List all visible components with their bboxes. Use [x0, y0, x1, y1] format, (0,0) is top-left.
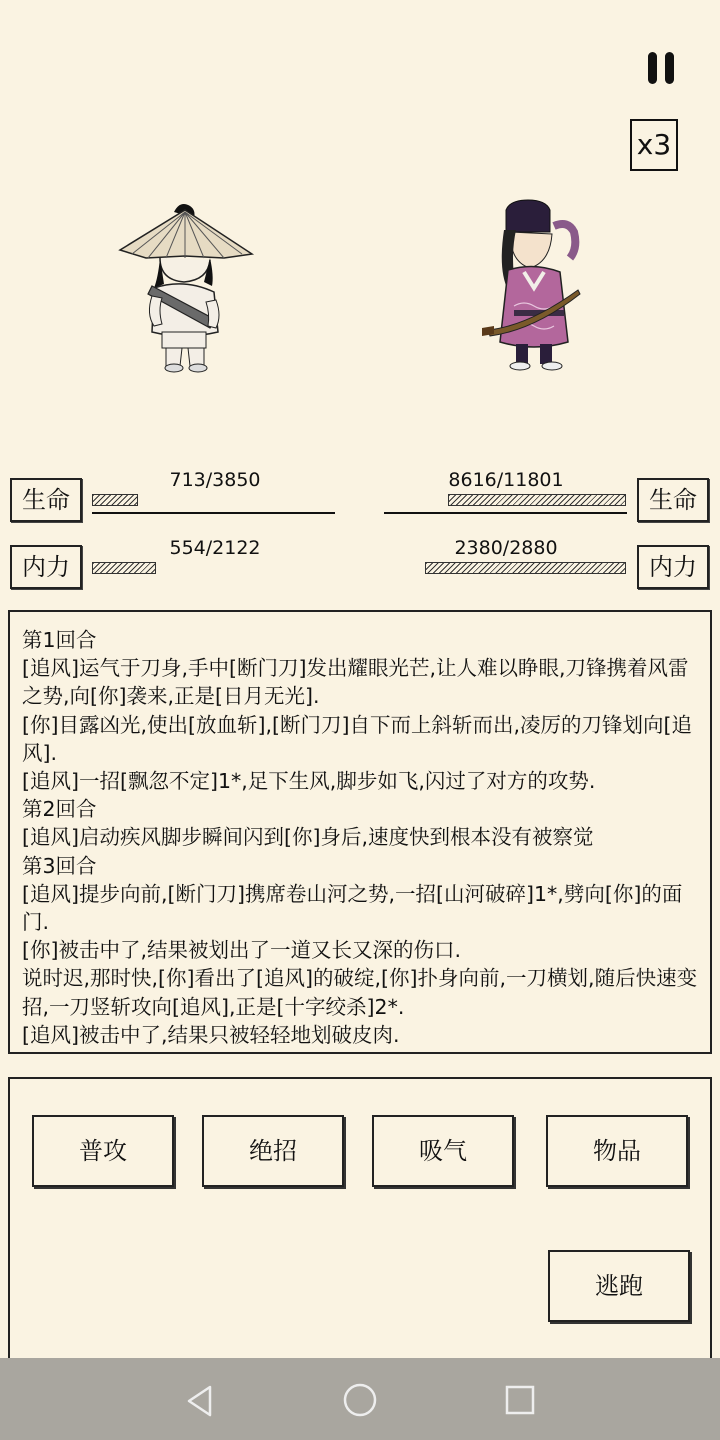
log-line: 第2回合 [22, 797, 97, 822]
player-hp-bar [92, 494, 138, 506]
log-line: [你]目露凶光,使出[放血斩],[断门刀]自下而上斜斩而出,凌厉的刀锋划向[追风]. [22, 712, 693, 765]
enemy-character [480, 196, 590, 374]
log-line: [追风]提步向前,[断门刀]携席卷山河之势,一招[山河破碎]1*,劈向[你]的面门. [22, 881, 683, 935]
enemy-hp-track [384, 512, 627, 514]
player-hp-value: 713/3850 [169, 469, 261, 491]
back-icon[interactable] [184, 1384, 216, 1418]
speed-button[interactable]: x3 [630, 119, 678, 171]
attack-button[interactable]: 普攻 [32, 1115, 174, 1187]
player-mp-label: 内力 [10, 545, 82, 589]
breathe-button[interactable]: 吸气 [372, 1115, 514, 1187]
enemy-hp-label: 生命 [637, 478, 709, 522]
player-hp-label: 生命 [10, 478, 82, 522]
log-line: [追风]启动疾风脚步瞬间闪到[你]身后,速度快到根本没有被察觉 [22, 825, 594, 850]
recents-icon[interactable] [504, 1384, 536, 1416]
player-hp-track [92, 512, 335, 514]
enemy-hp-bar [448, 494, 626, 506]
battle-log[interactable] [8, 610, 712, 1054]
log-line: 说时迟,那时快,[你]看出了[追风]的破绽,[你]扑身向前,一刀横划,随后快速变招,一刀竖斩攻向[追风],正是[十字绞杀]2*. [22, 966, 698, 1019]
log-line: [追风]运气于刀身,手中[断门刀]发出耀眼光芒,让人难以睁眼,刀锋携着风雷之势,向[你]袭来,正是[日月无光]. [22, 656, 689, 709]
home-icon[interactable] [342, 1382, 378, 1418]
items-button[interactable]: 物品 [546, 1115, 688, 1187]
flee-button[interactable]: 逃跑 [548, 1250, 690, 1322]
enemy-hp-value: 8616/11801 [448, 469, 564, 491]
enemy-mp-value: 2380/2880 [454, 537, 558, 559]
pause-button[interactable] [646, 52, 676, 86]
log-line: [追风]被击中了,结果只被轻轻地划破皮肉. [22, 1022, 400, 1047]
log-line: [你]被击中了,结果被划出了一道又长又深的伤口. [22, 938, 462, 963]
log-line: [追风]一招[飘忽不定]1*,足下生风,脚步如飞,闪过了对方的攻势. [22, 769, 596, 794]
player-character [112, 196, 258, 374]
system-nav-bar [0, 1358, 720, 1440]
pause-icon [648, 52, 657, 84]
enemy-mp-bar [425, 562, 626, 574]
player-mp-value: 554/2122 [169, 537, 261, 559]
ultimate-button[interactable]: 绝招 [202, 1115, 344, 1187]
log-line: 第3回合 [22, 853, 97, 878]
player-mp-bar [92, 562, 156, 574]
battle-log-content [22, 626, 702, 1047]
pause-icon-bar [665, 52, 674, 84]
log-line: 第1回合 [22, 628, 97, 652]
enemy-mp-label: 内力 [637, 545, 709, 589]
